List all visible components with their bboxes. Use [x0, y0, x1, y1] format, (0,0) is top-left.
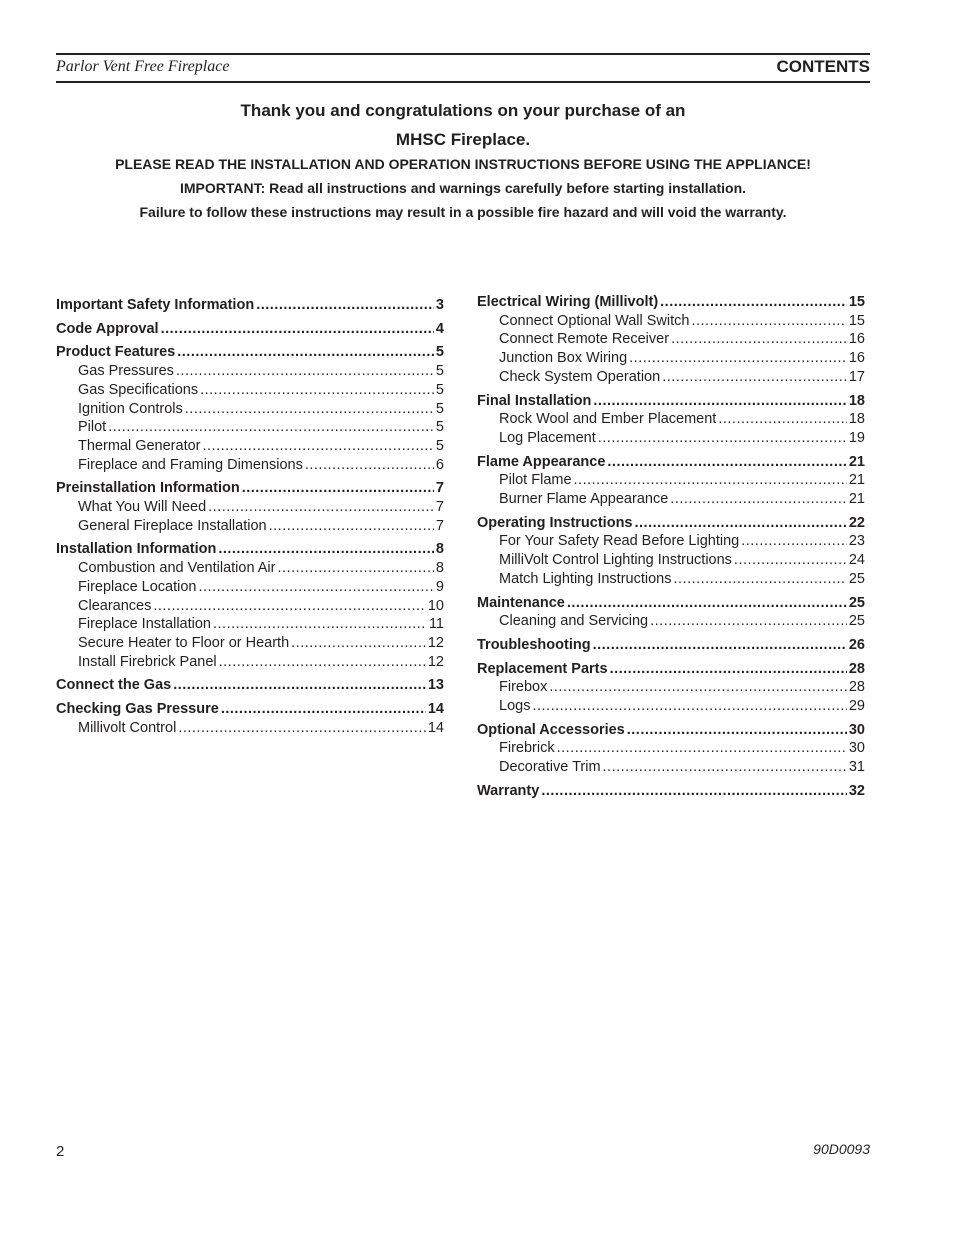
- toc-subentry[interactable]: [56, 400, 444, 419]
- toc-entry-title: Pilot: [78, 419, 107, 436]
- toc-entry-title: MilliVolt Control Lighting Instructions: [499, 552, 732, 569]
- toc-entry-page: 30: [848, 740, 865, 757]
- toc-entry-page: 21: [848, 491, 865, 508]
- toc-entry-title: Electrical Wiring (Millivolt): [477, 294, 659, 310]
- toc-entry-title: Connect the Gas: [56, 677, 172, 694]
- toc-entry-page: 6: [435, 456, 444, 473]
- dot-leader: [574, 471, 847, 490]
- toc-entry-title: Warranty: [477, 782, 540, 799]
- toc-subentry[interactable]: [477, 758, 865, 777]
- toc-entry-page: 18: [848, 411, 865, 428]
- toc-entry-title: Firebrick: [499, 740, 555, 757]
- toc-subentry[interactable]: [56, 653, 444, 672]
- toc-subentry[interactable]: [56, 498, 444, 517]
- page-number: 2: [56, 1143, 65, 1160]
- toc-entry-page: 10: [427, 597, 444, 614]
- dot-leader: [219, 653, 426, 672]
- toc-entry-title: Decorative Trim: [499, 759, 601, 776]
- read-instructions-warning: PLEASE READ THE INSTALLATION AND OPERATION INSTRUCTIONS BEFORE USING THE APPLIANCE!: [115, 156, 811, 172]
- toc-subentry[interactable]: [477, 739, 865, 758]
- toc-entry-title: Product Features: [56, 344, 176, 361]
- toc-section: [477, 293, 865, 387]
- thank-you-line: Thank you and congratulations on your purchase of an: [240, 101, 686, 120]
- toc-entry-page: 16: [848, 350, 865, 367]
- toc-subentry[interactable]: [477, 678, 865, 697]
- toc-entry-title: Clearances: [78, 597, 152, 614]
- toc-section: [56, 540, 444, 671]
- toc-section: [56, 296, 444, 315]
- dot-leader: [635, 514, 847, 533]
- toc-entry-page: 32: [848, 782, 865, 799]
- toc-entry-title: Connect Optional Wall Switch: [499, 312, 690, 329]
- toc-subentry[interactable]: [56, 381, 444, 400]
- dot-leader: [161, 320, 434, 339]
- toc-entry-title: Burner Flame Appearance: [499, 491, 669, 508]
- toc-entry-page: 14: [427, 701, 444, 718]
- toc-entry-title: Millivolt Control: [78, 719, 177, 736]
- section-title: CONTENTS: [776, 57, 870, 76]
- toc-entry-page: 14: [427, 719, 444, 736]
- toc-entry-title: Logs: [499, 698, 531, 715]
- dot-leader: [671, 330, 847, 349]
- toc-entry-page: 16: [848, 331, 865, 348]
- dot-leader: [291, 634, 426, 653]
- toc-entry-title: Thermal Generator: [78, 437, 201, 454]
- dot-leader: [532, 697, 846, 716]
- toc-entry-page: 25: [848, 570, 865, 587]
- dot-leader: [200, 381, 434, 400]
- toc-entry[interactable]: [56, 700, 444, 719]
- toc-entry-title: Flame Appearance: [477, 453, 606, 470]
- toc-entry-page: 29: [848, 698, 865, 715]
- toc-section: [477, 514, 865, 589]
- toc-section: [477, 782, 865, 801]
- dot-leader: [218, 540, 434, 559]
- document-title: Parlor Vent Free Fireplace: [56, 58, 230, 75]
- dot-leader: [718, 410, 847, 429]
- toc-entry-page: 17: [848, 368, 865, 385]
- toc-entry[interactable]: [477, 636, 865, 655]
- toc-entry-page: 3: [435, 297, 444, 313]
- toc-entry-page: 11: [428, 616, 444, 633]
- toc-entry-page: 18: [848, 392, 865, 409]
- toc-entry-title: Connect Remote Receiver: [499, 331, 670, 348]
- toc-subentry[interactable]: [56, 456, 444, 475]
- toc-subentry[interactable]: [477, 570, 865, 589]
- dot-leader: [199, 578, 434, 597]
- dot-leader: [660, 293, 847, 312]
- dot-leader: [670, 490, 847, 509]
- dot-leader: [185, 400, 434, 419]
- toc-entry-page: 5: [435, 437, 444, 454]
- toc-entry-page: 28: [848, 679, 865, 696]
- toc-entry-title: Firebox: [499, 679, 548, 696]
- toc-entry-title: Rock Wool and Ember Placement: [499, 411, 717, 428]
- fire-hazard-warning: Failure to follow these instructions may result in a possible fire hazard and will void the warranty.: [139, 204, 787, 220]
- toc-entry-title: Secure Heater to Floor or Hearth: [78, 634, 290, 651]
- toc-subentry[interactable]: [477, 612, 865, 631]
- toc-entry-page: 30: [848, 721, 865, 738]
- dot-leader: [242, 479, 434, 498]
- toc-subentry[interactable]: [56, 615, 444, 634]
- dot-leader: [557, 739, 847, 758]
- toc-entry-title: Junction Box Wiring: [499, 350, 628, 367]
- toc-section: [56, 676, 444, 695]
- toc-entry-title: Log Placement: [499, 429, 596, 446]
- toc-entry-page: 13: [427, 677, 444, 694]
- toc-entry-title: Cleaning and Servicing: [499, 613, 649, 630]
- toc-entry-page: 15: [848, 294, 865, 310]
- header-bottom-rule: [56, 81, 870, 83]
- toc-subentry[interactable]: [56, 362, 444, 381]
- toc-entry-page: 21: [848, 472, 865, 489]
- dot-leader: [691, 312, 846, 331]
- toc-entry-title: Important Safety Information: [56, 297, 255, 313]
- toc-entry[interactable]: [56, 676, 444, 695]
- dot-leader: [256, 296, 434, 315]
- toc-entry[interactable]: [56, 343, 444, 362]
- toc-subentry[interactable]: [56, 719, 444, 738]
- toc-entry-page: 15: [848, 312, 865, 329]
- dot-leader: [269, 517, 434, 536]
- toc-entry-page: 7: [435, 499, 444, 516]
- toc-entry-page: 24: [848, 552, 865, 569]
- toc-entry-title: Fireplace and Framing Dimensions: [78, 456, 303, 473]
- toc-entry-title: Match Lighting Instructions: [499, 570, 672, 587]
- toc-subentry[interactable]: [477, 551, 865, 570]
- toc-entry[interactable]: [477, 453, 865, 472]
- toc-subentry[interactable]: [56, 578, 444, 597]
- toc-subentry[interactable]: [56, 418, 444, 437]
- dot-leader: [603, 758, 847, 777]
- toc-entry[interactable]: [477, 721, 865, 740]
- dot-leader: [734, 551, 847, 570]
- dot-leader: [610, 660, 847, 679]
- toc-section: [56, 700, 444, 737]
- toc-subentry[interactable]: [477, 429, 865, 448]
- toc-entry[interactable]: [477, 514, 865, 533]
- toc-left-column: [56, 296, 444, 742]
- toc-subentry[interactable]: [477, 349, 865, 368]
- toc-entry-page: 7: [435, 517, 444, 534]
- toc-entry-title: Ignition Controls: [78, 400, 183, 417]
- dot-leader: [593, 392, 846, 411]
- toc-subentry[interactable]: [56, 634, 444, 653]
- toc-subentry[interactable]: [477, 471, 865, 490]
- toc-entry-title: Fireplace Installation: [78, 616, 211, 633]
- toc-entry-title: Gas Pressures: [78, 363, 174, 380]
- dot-leader: [177, 343, 434, 362]
- toc-section: [477, 636, 865, 655]
- toc-entry[interactable]: [477, 392, 865, 411]
- toc-entry-page: 5: [435, 400, 444, 417]
- toc-entry-page: 22: [848, 514, 865, 531]
- toc-subentry[interactable]: [477, 312, 865, 331]
- toc-entry-page: 12: [427, 634, 444, 651]
- toc-entry-title: Fireplace Location: [78, 578, 197, 595]
- dot-leader: [305, 456, 434, 475]
- toc-entry-title: Combustion and Ventilation Air: [78, 560, 276, 577]
- toc-subentry[interactable]: [56, 597, 444, 616]
- toc-section: [477, 660, 865, 716]
- dot-leader: [593, 636, 847, 655]
- toc-subentry[interactable]: [56, 437, 444, 456]
- dot-leader: [741, 532, 847, 551]
- toc-section: [477, 453, 865, 509]
- toc-section: [477, 721, 865, 777]
- dot-leader: [203, 437, 434, 456]
- toc-entry-title: Optional Accessories: [477, 721, 625, 738]
- dot-leader: [213, 615, 427, 634]
- toc-entry-page: 25: [848, 594, 865, 611]
- toc-section: [56, 320, 444, 339]
- product-line: MHSC Fireplace.: [395, 130, 531, 149]
- toc-section: [477, 392, 865, 448]
- toc-entry-page: 12: [427, 653, 444, 670]
- toc-subentry[interactable]: [477, 490, 865, 509]
- toc-entry-title: Pilot Flame: [499, 472, 572, 489]
- toc-entry[interactable]: [477, 782, 865, 801]
- toc-entry-page: 4: [435, 320, 444, 337]
- toc-subentry[interactable]: [56, 517, 444, 536]
- toc-entry-title: Checking Gas Pressure: [56, 701, 219, 718]
- toc-entry-title: What You Will Need: [78, 499, 207, 516]
- header-top-rule: [56, 53, 870, 55]
- dot-leader: [650, 612, 847, 631]
- dot-leader: [598, 429, 847, 448]
- toc-entry-page: 31: [848, 759, 865, 776]
- dot-leader: [567, 594, 847, 613]
- toc-entry-page: 8: [435, 541, 444, 558]
- toc-subentry[interactable]: [477, 532, 865, 551]
- toc-entry-title: General Fireplace Installation: [78, 517, 267, 534]
- toc-entry[interactable]: [56, 320, 444, 339]
- toc-entry-page: 5: [435, 363, 444, 380]
- toc-entry[interactable]: [477, 293, 865, 312]
- dot-leader: [629, 349, 847, 368]
- toc-entry-page: 26: [848, 636, 865, 653]
- dot-leader: [662, 368, 847, 387]
- toc-entry-page: 23: [848, 533, 865, 550]
- toc-right-column: [477, 293, 865, 806]
- toc-entry-title: Troubleshooting: [477, 636, 591, 653]
- toc-subentry[interactable]: [477, 410, 865, 429]
- toc-entry-page: 25: [848, 613, 865, 630]
- toc-entry-page: 5: [435, 419, 444, 436]
- toc-entry-page: 5: [435, 381, 444, 398]
- toc-entry[interactable]: [56, 296, 444, 315]
- toc-entry-title: Replacement Parts: [477, 660, 608, 677]
- toc-entry-title: Preinstallation Information: [56, 480, 240, 497]
- toc-section: [477, 594, 865, 631]
- toc-entry-page: 7: [435, 480, 444, 497]
- toc-entry[interactable]: [56, 540, 444, 559]
- document-code: 90D0093: [813, 1141, 870, 1157]
- toc-entry[interactable]: [477, 660, 865, 679]
- toc-subentry[interactable]: [477, 368, 865, 387]
- dot-leader: [607, 453, 846, 472]
- toc-entry[interactable]: [477, 594, 865, 613]
- toc-entry-title: For Your Safety Read Before Lighting: [499, 533, 740, 550]
- toc-section: [56, 343, 444, 474]
- toc-subentry[interactable]: [477, 697, 865, 716]
- dot-leader: [153, 597, 426, 616]
- toc-entry-title: Maintenance: [477, 594, 565, 611]
- dot-leader: [208, 498, 434, 517]
- dot-leader: [221, 700, 426, 719]
- toc-entry-title: Installation Information: [56, 541, 217, 558]
- important-notice: IMPORTANT: Read all instructions and warnings carefully before starting installation.: [179, 180, 747, 196]
- toc-entry-page: 8: [435, 560, 444, 577]
- toc-entry-title: Final Installation: [477, 392, 592, 409]
- toc-entry[interactable]: [56, 479, 444, 498]
- dot-leader: [178, 719, 426, 738]
- toc-subentry[interactable]: [477, 330, 865, 349]
- toc-entry-title: Install Firebrick Panel: [78, 653, 217, 670]
- dot-leader: [108, 418, 434, 437]
- toc-entry-title: Operating Instructions: [477, 514, 633, 531]
- toc-entry-title: Gas Specifications: [78, 381, 199, 398]
- toc-entry-page: 28: [848, 660, 865, 677]
- toc-entry-page: 9: [435, 578, 444, 595]
- dot-leader: [278, 559, 434, 578]
- dot-leader: [627, 721, 847, 740]
- dot-leader: [176, 362, 434, 381]
- dot-leader: [541, 782, 847, 801]
- toc-entry-page: 21: [848, 453, 865, 470]
- toc-entry-page: 5: [435, 344, 444, 361]
- toc-section: [56, 479, 444, 535]
- dot-leader: [173, 676, 426, 695]
- toc-entry-title: Check System Operation: [499, 368, 661, 385]
- toc-subentry[interactable]: [56, 559, 444, 578]
- dot-leader: [673, 570, 846, 589]
- toc-entry-title: Code Approval: [56, 320, 159, 337]
- toc-entry-page: 19: [848, 429, 865, 446]
- dot-leader: [549, 678, 847, 697]
